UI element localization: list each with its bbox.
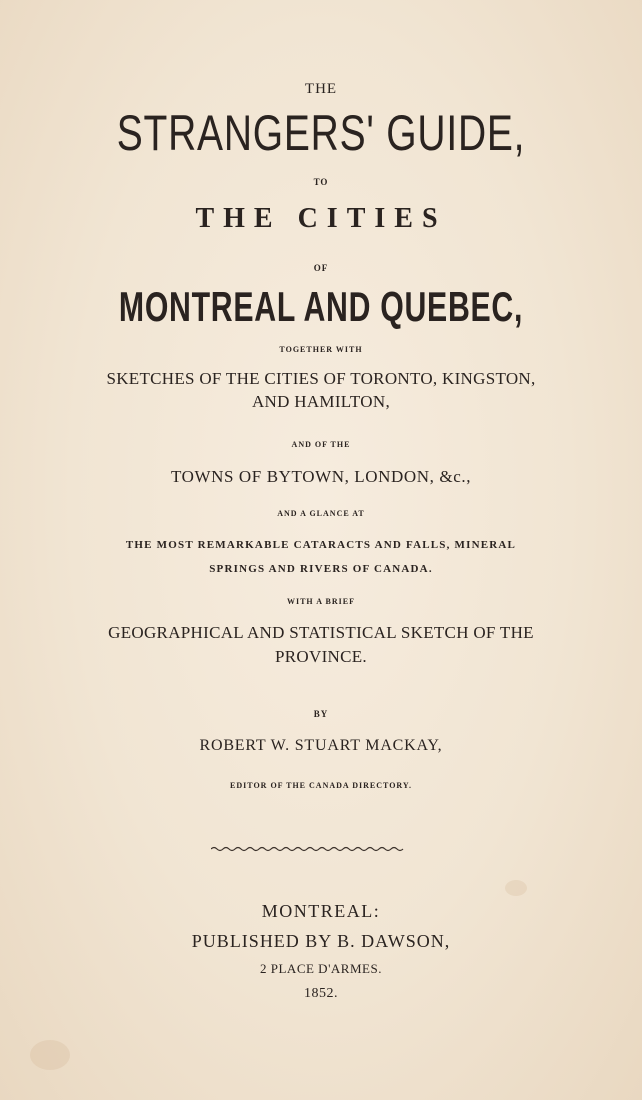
imprint-address: 2 PLACE D'ARMES.	[260, 961, 382, 976]
author-credential: EDITOR OF THE CANADA DIRECTORY.	[230, 781, 412, 790]
imprint-year: 1852.	[304, 986, 338, 1001]
connector-by: BY	[313, 709, 329, 719]
paper-stain	[505, 880, 527, 896]
connector-with-a-brief: WITH A BRIEF	[286, 597, 355, 606]
connector-to: TO	[313, 177, 329, 187]
sketches-line-2: AND HAMILTON,	[251, 392, 390, 411]
author-name: ROBERT W. STUART MACKAY,	[199, 737, 443, 754]
connector-and-of-the: AND OF THE	[291, 440, 351, 449]
subtitle-montreal-quebec: MONTREAL AND QUEBEC,	[118, 283, 524, 330]
wavy-rule-ornament	[211, 846, 405, 852]
sketches-line-1: SKETCHES OF THE CITIES OF TORONTO, KINGSTON,	[106, 369, 536, 388]
towns-line: TOWNS OF BYTOWN, LONDON, &c.,	[170, 467, 472, 486]
connector-together-with: TOGETHER WITH	[279, 345, 363, 354]
imprint-publisher: PUBLISHED BY B. DAWSON,	[191, 931, 451, 951]
title-the: THE	[304, 81, 338, 97]
cataracts-line-2: SPRINGS AND RIVERS OF CANADA.	[209, 563, 433, 575]
connector-and-a-glance-at: AND A GLANCE AT	[277, 509, 365, 518]
subtitle-the-cities: THE CITIES	[195, 203, 447, 234]
cataracts-line-1: THE MOST REMARKABLE CATARACTS AND FALLS, MINERAL	[125, 539, 517, 551]
imprint-city: MONTREAL:	[261, 901, 381, 921]
geographical-line-2: PROVINCE.	[275, 647, 367, 666]
paper-stain	[30, 1040, 70, 1070]
main-title: STRANGERS' GUIDE,	[116, 105, 526, 161]
geographical-line-1: GEOGRAPHICAL AND STATISTICAL SKETCH OF THE	[108, 623, 534, 642]
connector-of: OF	[313, 263, 329, 273]
